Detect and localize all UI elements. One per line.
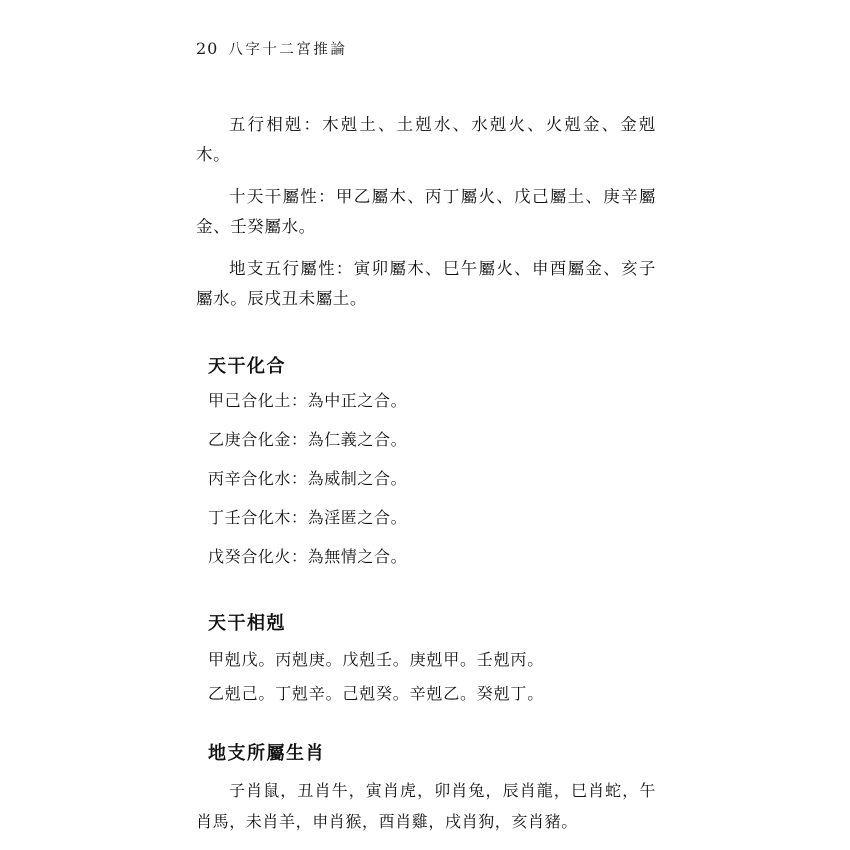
paragraph-branches-attributes: 地支五行屬性：寅卯屬木、巳午屬火、申酉屬金、亥子屬水。辰戌丑未屬土。 — [196, 259, 656, 308]
section-heading-branch-zodiac: 地支所屬生肖 — [208, 743, 325, 764]
list-item: 甲己合化土：為中正之合。 — [208, 391, 408, 410]
spacer — [196, 713, 656, 721]
page-number: 20 — [196, 39, 219, 58]
list-item: 丙辛合化水：為威制之合。 — [208, 469, 408, 488]
running-head — [196, 38, 347, 59]
list-item: 甲剋戊。丙剋庚。戊剋壬。庚剋甲。壬剋丙。 — [208, 650, 545, 669]
spacer — [196, 326, 656, 334]
paragraph-ten-stems-attributes: 十天干屬性：甲乙屬木、丙丁屬火、戊己屬土、庚辛屬金、壬癸屬水。 — [196, 187, 656, 236]
body-text-column — [196, 110, 656, 837]
paragraph-zodiac-list: 子肖鼠，丑肖牛，寅肖虎，卯肖兔，辰肖龍，巳肖蛇，午肖馬，未肖羊，申肖猴，酉肖雞，戌肖狗，亥肖豬。 — [196, 781, 656, 831]
section-heading-stem-conflict: 天干相剋 — [208, 613, 286, 634]
paragraph-wuxing-conflict: 五行相剋：木剋土、土剋水、水剋火、火剋金、金剋木。 — [196, 115, 656, 164]
list-item: 乙庚合化金：為仁義之合。 — [208, 430, 408, 449]
spacer — [196, 583, 656, 591]
running-head-title: 八字十二宮推論 — [228, 42, 348, 58]
list-item: 丁壬合化木：為淫匿之合。 — [208, 508, 408, 527]
section-heading-stem-combination: 天干化合 — [208, 356, 286, 377]
list-item: 乙剋己。丁剋辛。己剋癸。辛剋乙。癸剋丁。 — [208, 684, 545, 703]
list-item: 戊癸合化火：為無情之合。 — [208, 547, 408, 566]
